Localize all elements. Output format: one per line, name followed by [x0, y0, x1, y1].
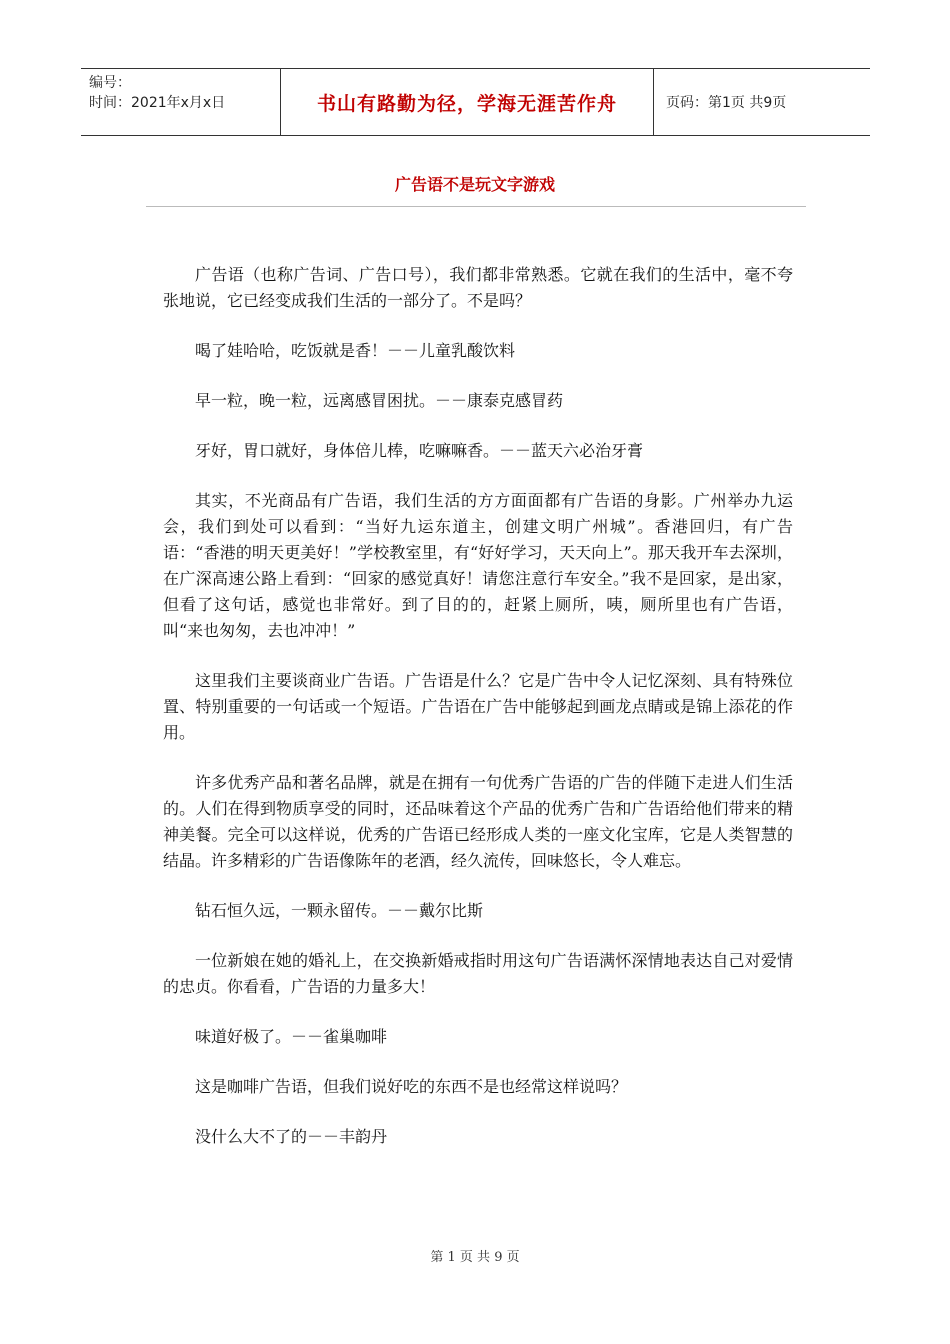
page-footer: 第 1 页 共 9 页 — [430, 1250, 520, 1265]
document-title: 广告语不是玩文字游戏 — [394, 175, 555, 194]
header-motto: 书山有路勤为径，学海无涯苦作舟 — [281, 69, 654, 135]
title-divider — [146, 206, 806, 207]
paragraph: 这是咖啡广告语，但我们说好吃的东西不是也经常这样说吗？ — [195, 1077, 628, 1096]
paragraph: 味道好极了。－－雀巢咖啡 — [195, 1027, 388, 1046]
paragraph: 喝了娃哈哈，吃饭就是香！－－儿童乳酸饮料 — [195, 341, 516, 360]
document-body — [163, 262, 793, 1174]
header-meta — [81, 69, 281, 135]
paragraph: 许多优秀产品和著名品牌，就是在拥有一句优秀广告语的广告的伴随下走进人们生活的。人们在得到物质享受的同时，还品味着这个产品的优秀广告和广告语给他们带来的精神美餐。完全可以这样说，优秀的广告语已经形成人类的一座文化宝库，它是人类智慧的结晶。许多精彩的广告语像陈年的老酒，经久流传，回味悠长，令人难忘。 — [163, 773, 793, 870]
paragraph: 牙好，胃口就好，身体倍儿棒，吃嘛嘛香。－－蓝天六必治牙膏 — [195, 441, 644, 460]
paragraph: 没什么大不了的－－丰韵丹 — [195, 1127, 388, 1146]
paragraph: 一位新娘在她的婚礼上，在交换新婚戒指时用这句广告语满怀深情地表达自己对爱情的忠贞。你看看，广告语的力量多大！ — [163, 951, 793, 996]
paragraph: 这里我们主要谈商业广告语。广告语是什么？它是广告中令人记忆深刻、具有特殊位置、特别重要的一句话或一个短语。广告语在广告中能够起到画龙点睛或是锦上添花的作用。 — [163, 671, 793, 742]
number-label: 编号： — [89, 75, 131, 91]
paragraph: 广告语（也称广告词、广告口号），我们都非常熟悉。它就在我们的生活中，毫不夸张地说，它已经变成我们生活的一部分了。不是吗？ — [163, 265, 793, 310]
paragraph: 早一粒，晚一粒，远离感冒困扰。－－康泰克感冒药 — [195, 391, 564, 410]
header-page-code: 页码：第1页 共9页 — [666, 95, 787, 111]
document-header — [81, 68, 870, 136]
paragraph: 其实，不光商品有广告语，我们生活的方方面面都有广告语的身影。广州举办九运会，我们到处可以看到：“当好九运东道主，创建文明广州城”。香港回归，有广告语：“香港的明天更美好！”学校教室里，有“好好学习，天天向上”。那天我开车去深圳，在广深高速公路上看到：“回家的感觉真好！请您注意行车安全。”我不是回家，是出家，但看了这句话，感觉也非常好。到了目的的，赶紧上厕所，咦，厕所里也有广告语，叫“来也匆匆，去也冲冲！” — [163, 491, 793, 640]
time-label: 时间：2021年x月x日 — [89, 95, 226, 111]
paragraph: 钻石恒久远，一颗永留传。－－戴尔比斯 — [195, 901, 484, 920]
